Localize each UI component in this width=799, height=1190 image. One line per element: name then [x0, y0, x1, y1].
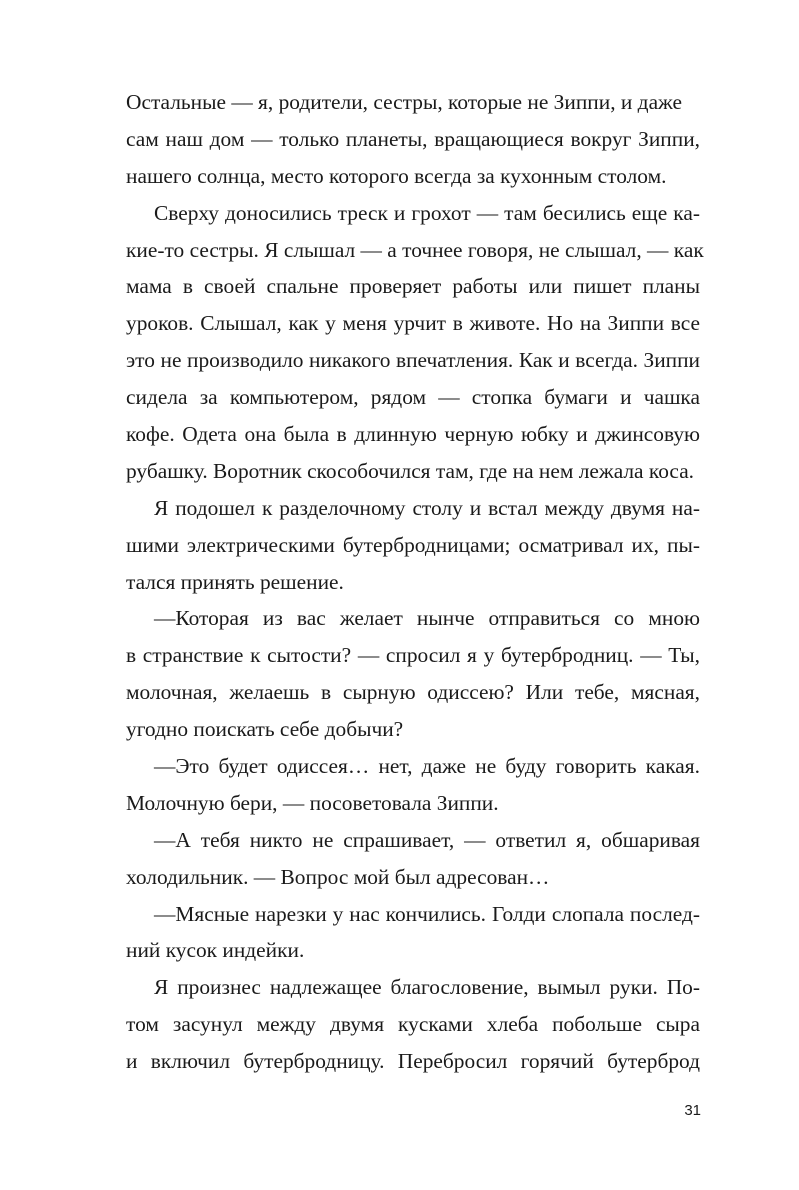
- text-line: Остальные — я, родители, сестры, которые не Зиппи, и даже: [126, 90, 683, 114]
- text-line: уроков. Слышал, как у меня урчит в животе. Но на Зиппи все: [126, 311, 700, 336]
- text-line: нашего солнца, место которого всегда за кухонным столом.: [126, 163, 667, 188]
- text-line: кие-то сестры. Я слышал — а точнее говоря, не слышал, — как: [126, 237, 704, 262]
- text-line: —Которая из вас желает нынче отправиться со мною: [154, 606, 700, 631]
- text-line: сам наш дом — только планеты, вращающиеся вокруг Зиппи,: [126, 126, 700, 151]
- text-line: это не производило никакого впечатления. Как и всегда. Зиппи: [126, 348, 700, 373]
- text-line: —Мясные нарезки у нас кончились. Голди слопала послед-: [154, 901, 700, 926]
- page-text: [126, 84, 704, 1080]
- text-line: Я произнес надлежащее благословение, вымыл руки. По-: [154, 975, 700, 1000]
- text-line: шими электрическими бутербродницами; осматривал их, пы-: [126, 532, 700, 557]
- text-line: угодно поискать себе добычи?: [126, 717, 404, 742]
- text-line: том засунул между двумя кусками хлеба побольше сыра: [126, 1012, 700, 1037]
- text-line: ний кусок индейки.: [126, 938, 305, 963]
- text-line: сидела за компьютером, рядом — стопка бумаги и чашка: [126, 385, 700, 410]
- text-line: Молочную бери, — посоветовала Зиппи.: [126, 790, 499, 815]
- text-line: тался принять решение.: [126, 569, 344, 594]
- text-line: рубашку. Воротник скособочился там, где на нем лежала коса.: [126, 458, 695, 483]
- text-line: молочная, желаешь в сырную одиссею? Или тебе, мясная,: [126, 680, 700, 705]
- text-line: —Это будет одиссея… нет, даже не буду говорить какая.: [154, 754, 700, 779]
- text-line: кофе. Одета она была в длинную черную юбку и джинсовую: [126, 422, 700, 447]
- text-line: —А тебя никто не спрашивает, — ответил я, обшаривая: [154, 827, 700, 852]
- text-line: Сверху доносились треск и грохот — там бесились еще ка-: [154, 200, 700, 225]
- page-number: 31: [684, 1102, 701, 1119]
- text-line: и включил бутербродницу. Перебросил горячий бутерброд: [126, 1049, 700, 1074]
- text-line: Я подошел к разделочному столу и встал между двумя на-: [154, 495, 700, 520]
- text-line: мама в своей спальне проверяет работы или пишет планы: [126, 274, 700, 299]
- text-line: холодильник. — Вопрос мой был адресован…: [126, 864, 550, 889]
- text-line: в странствие к сытости? — спросил я у бутербродниц. — Ты,: [126, 643, 700, 668]
